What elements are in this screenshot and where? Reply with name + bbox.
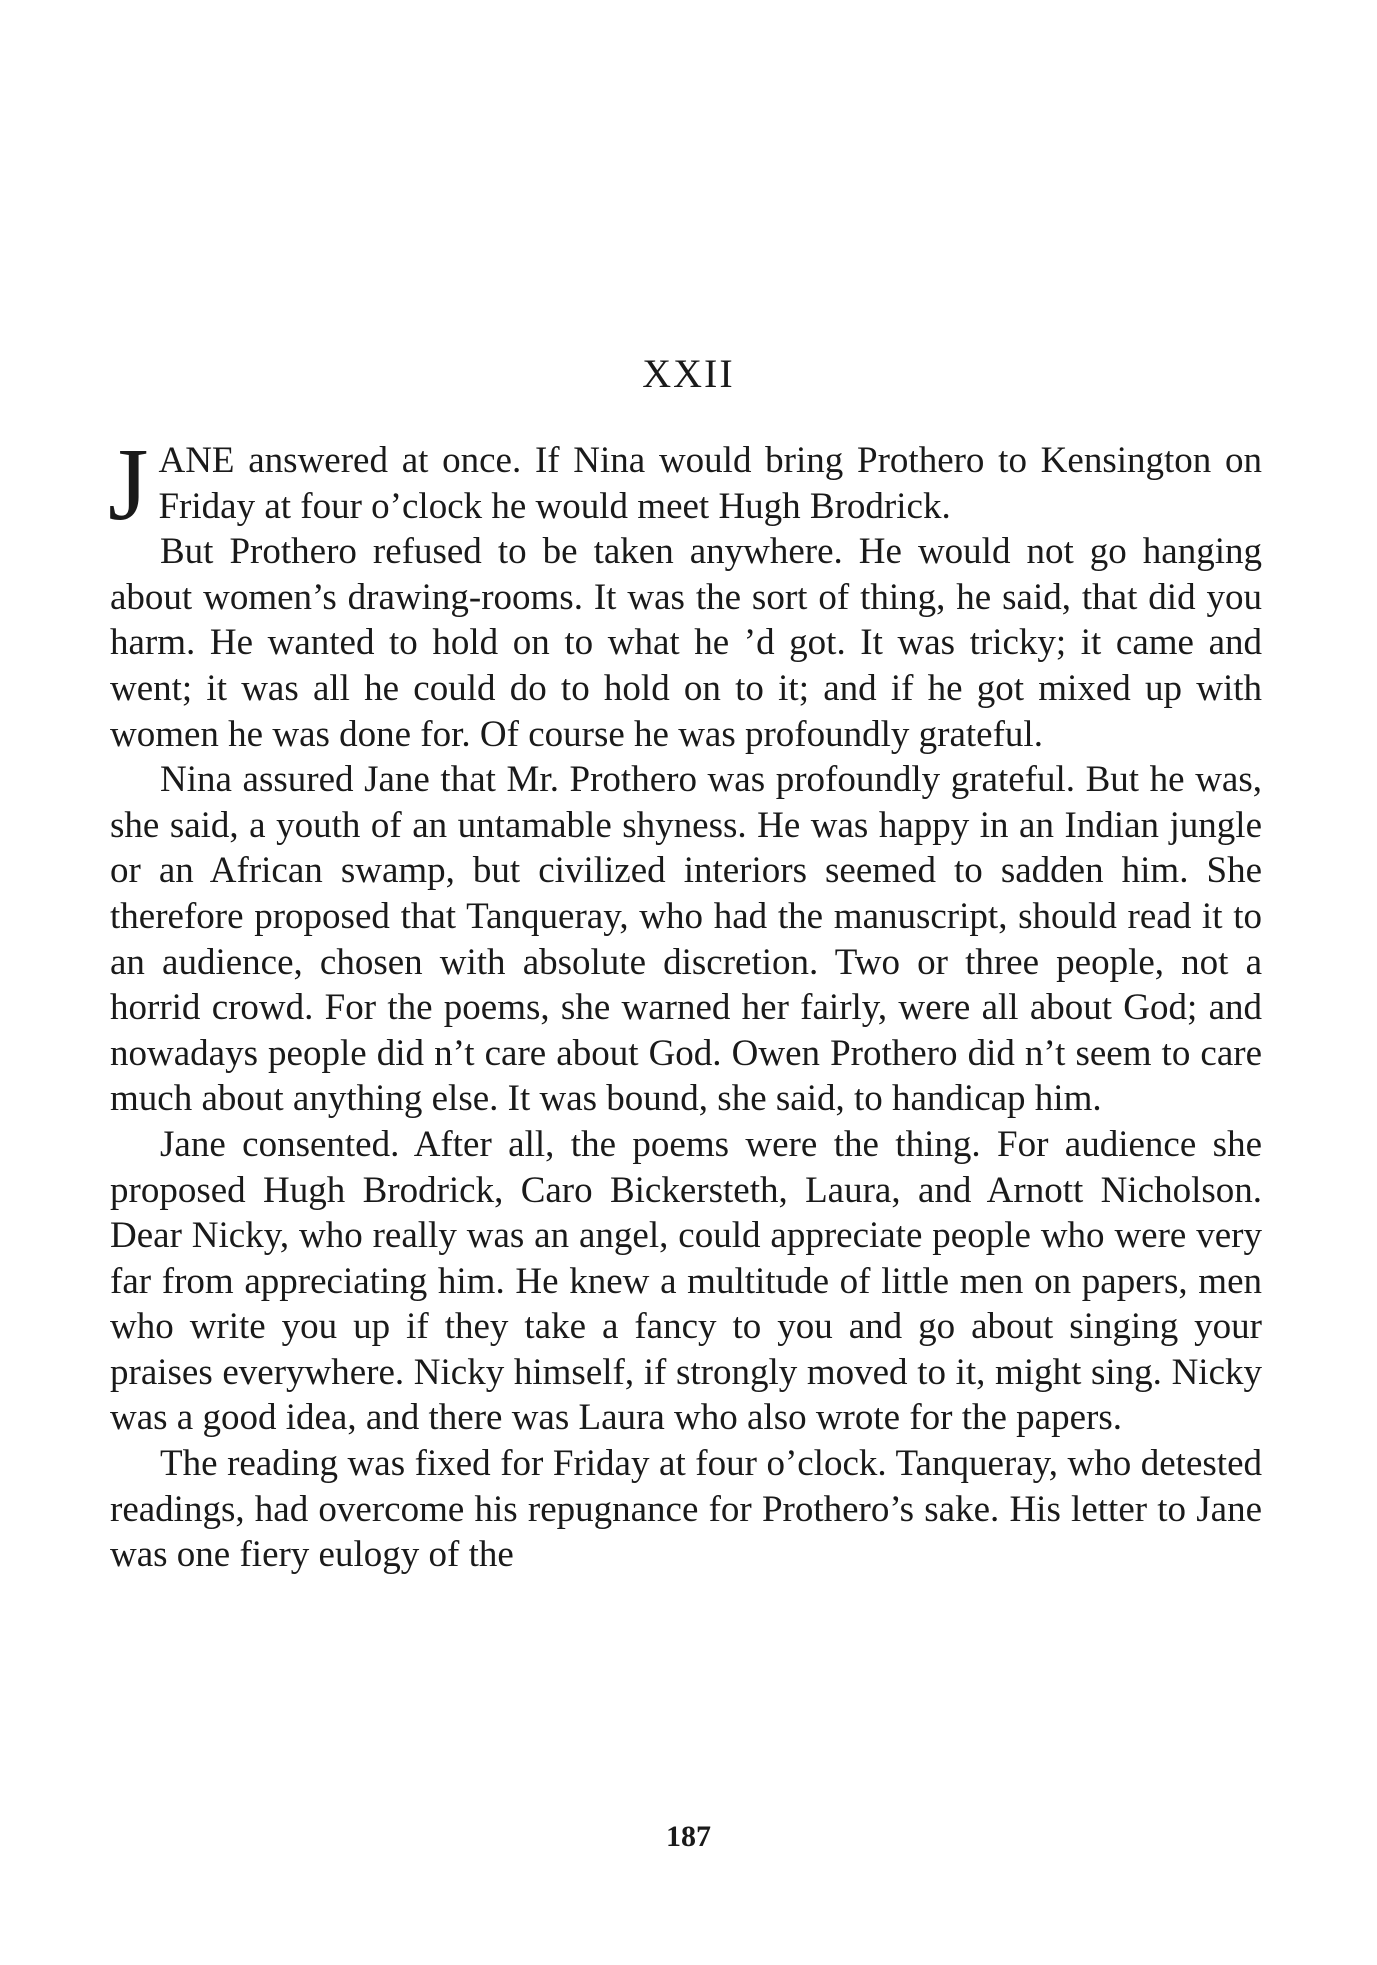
chapter-heading: XXII: [642, 351, 735, 396]
paragraph-4: Jane consented. After all, the poems were the thing. For audience she proposed Hugh Brodrick, Caro Bickersteth, Laura, and Arnott Nicholson. Dear Nicky, who really was an angel, could appreciate people who were very far from appreciating him. He knew a multitude of little men on papers, men who write you up if they take a fancy to you and go about singing your praises everywhere. Nicky himself, if strongly moved to it, might sing. Nicky was a good idea, and there was Laura who also wrote for the papers.: [110, 1123, 1262, 1439]
drop-cap: J: [108, 427, 149, 542]
page-number: 187: [666, 1820, 711, 1853]
paragraph-5: The reading was fixed for Friday at four o’clock. Tanqueray, who detested readings, had overcome his repugnance for Prothero’s sake. His letter to Jane was one fiery eulogy of the: [110, 1443, 1262, 1576]
paragraph-2: But Prothero refused to be taken anywhere. He would not go hanging about women’s drawing-rooms. It was the sort of thing, he said, that did you harm. He wanted to hold on to what he ’d got. It was tricky; it came and went; it was all he could do to hold on to it; and if he got mixed up with women he was done for. Of course he was profoundly grateful.: [110, 531, 1262, 755]
paragraph-3: Nina assured Jane that Mr. Prothero was profoundly grateful. But he was, she said, a youth of an untamable shyness. He was happy in an Indian jungle or an African swamp, but civilized interiors seemed to sadden him. She therefore proposed that Tanqueray, who had the manuscript, should read it to an audience, chosen with absolute discretion. Two or three people, not a horrid crowd. For the poems, she warned her fairly, were all about God; and nowadays people did n’t care about God. Owen Prothero did n’t seem to care much about anything else. It was bound, she said, to handicap him.: [110, 759, 1262, 1120]
body-text: [108, 427, 1262, 1578]
paragraph-1: [108, 427, 1262, 542]
paragraph-1-text: ANE answered at once. If Nina would bring Prothero to Kensington on Friday at four o’clock he would meet Hugh Brodrick.: [158, 440, 1262, 527]
